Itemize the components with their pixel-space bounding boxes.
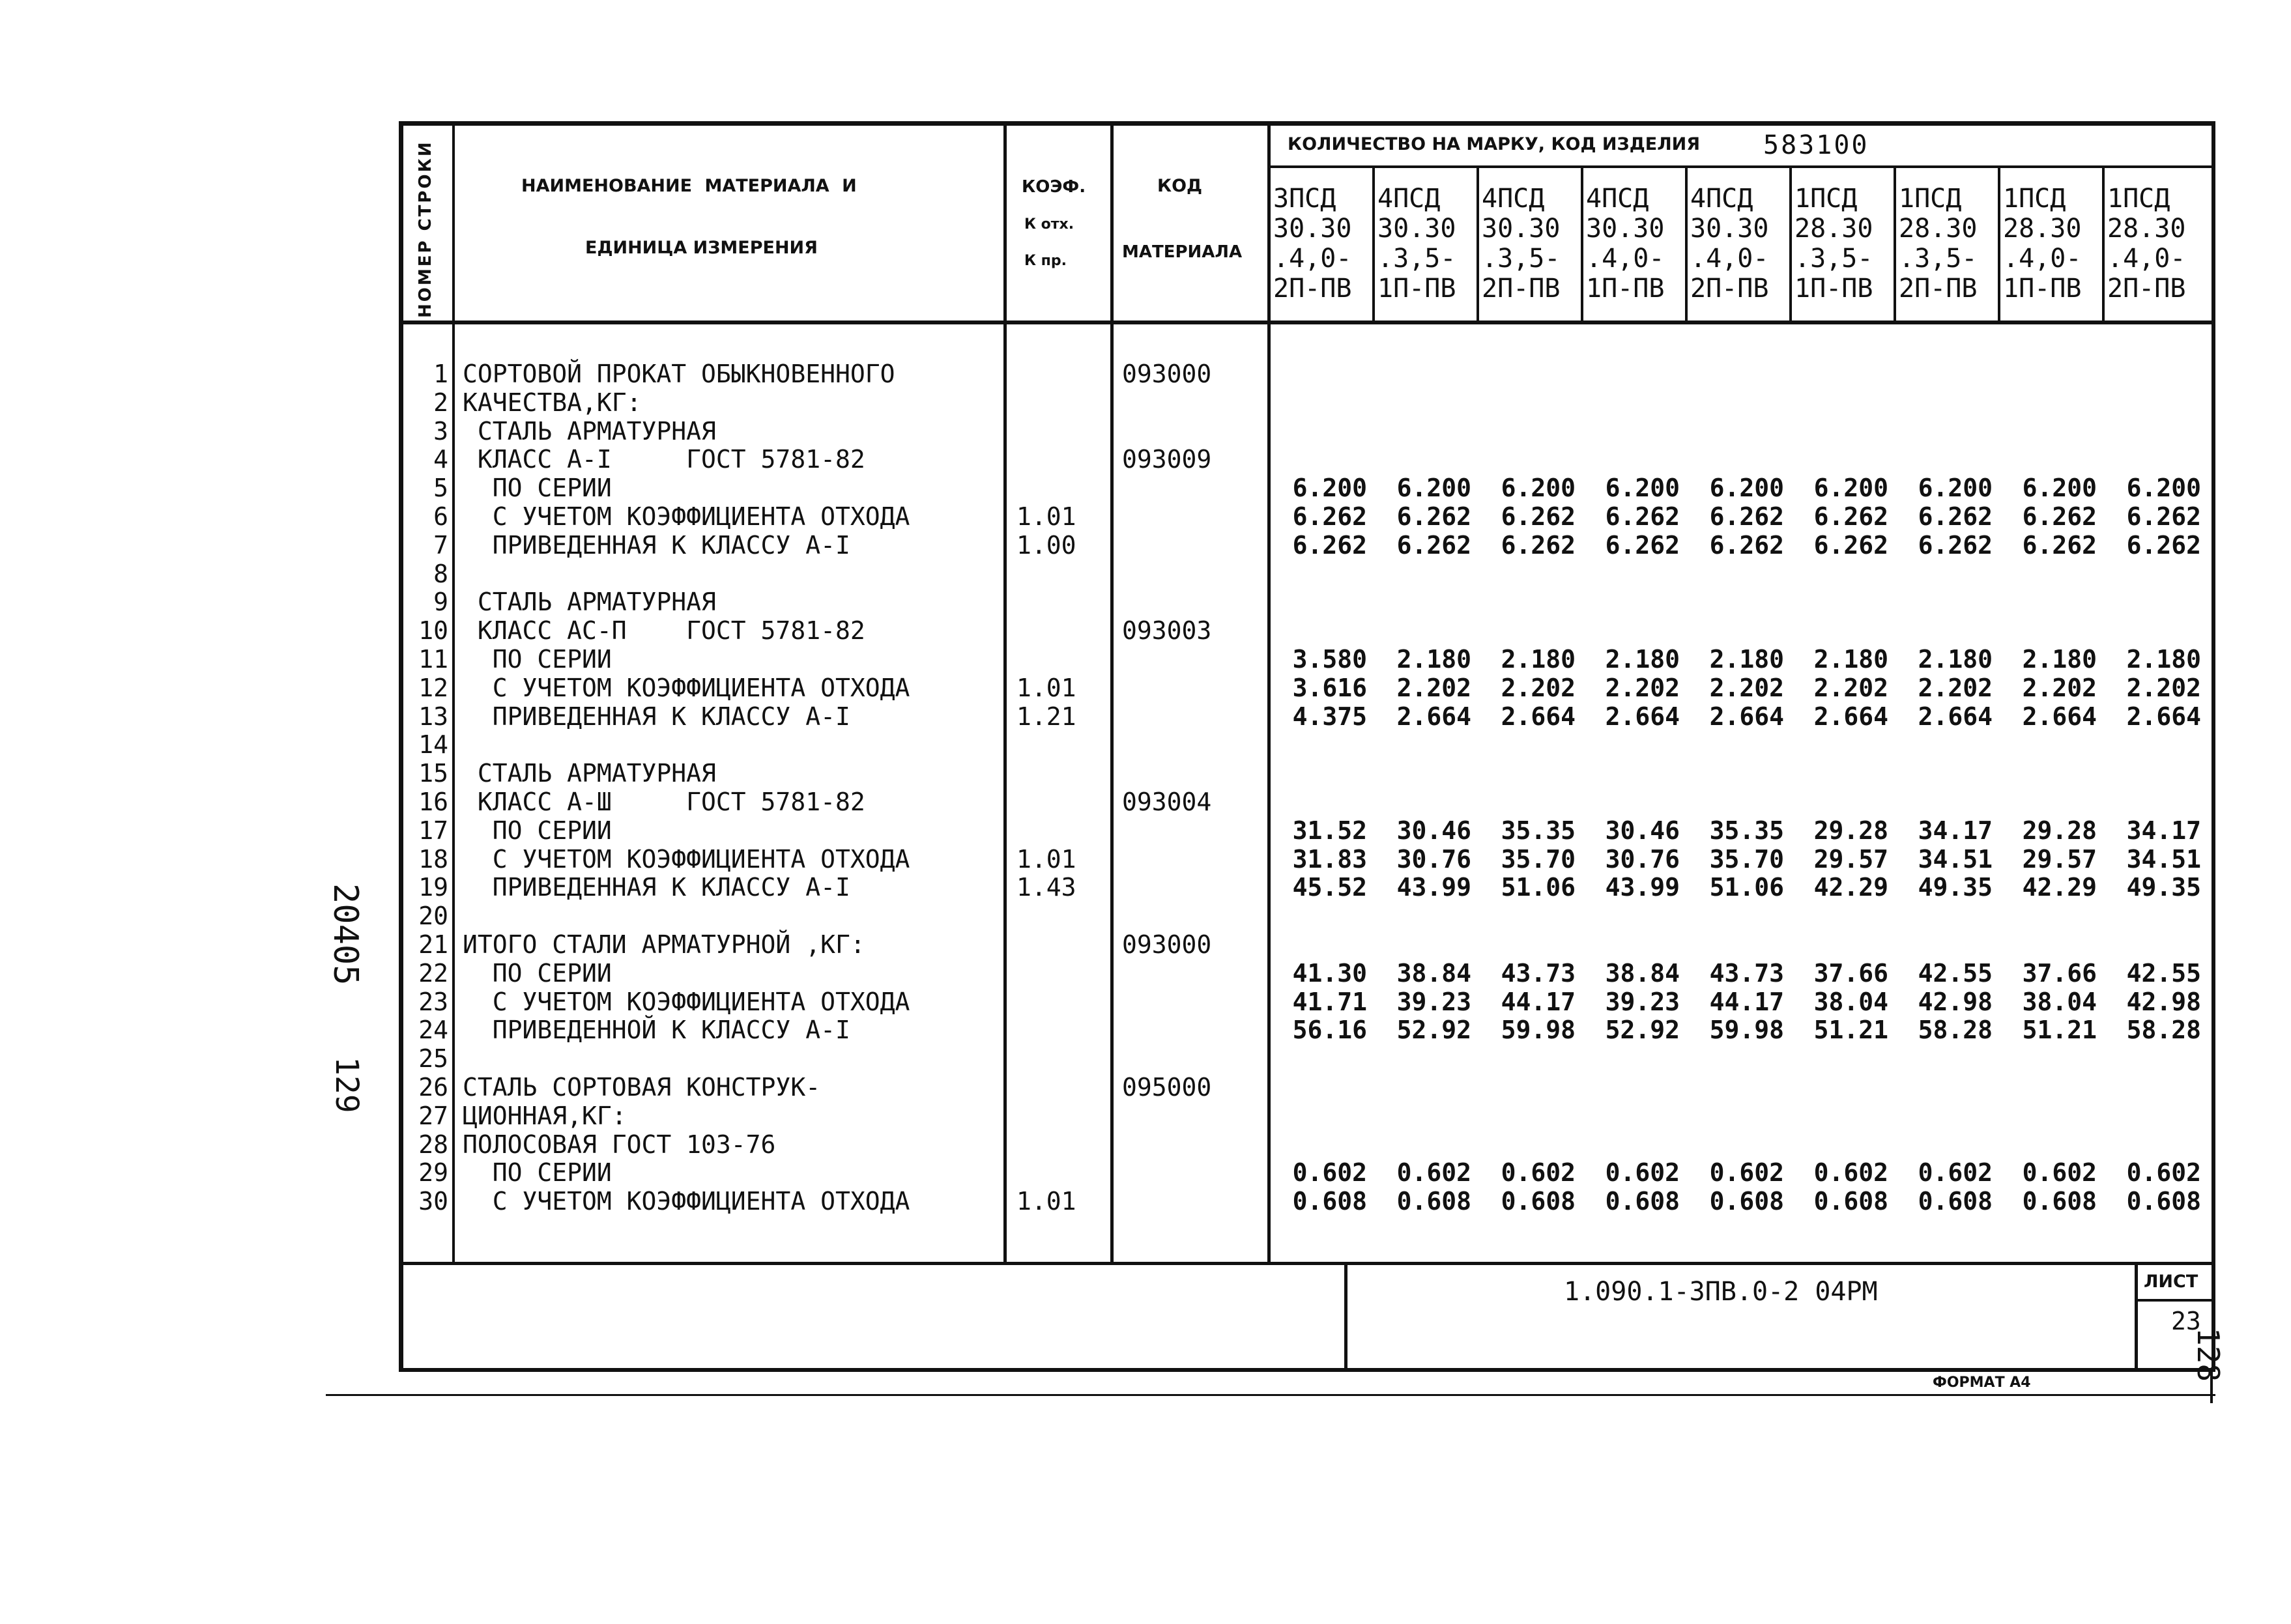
material-name: ПО СЕРИИ [463, 1158, 612, 1187]
quantity-value: 31.52 [1292, 816, 1367, 845]
product-column-label: .4,0- [1586, 244, 1665, 274]
quantity-value: 37.66 [2022, 959, 2097, 988]
product-column-label: 4ПСД [1482, 184, 1545, 214]
quantity-value: 35.35 [1709, 816, 1784, 845]
product-column-label: 28.30 [1794, 214, 1873, 244]
quantity-value: 38.04 [2022, 988, 2097, 1016]
quantity-value: 42.29 [1813, 873, 1888, 902]
material-name: ПРИВЕДЕННАЯ К КЛАССУ А-I [463, 702, 850, 731]
quantity-value: 0.608 [1396, 1187, 1471, 1216]
quantity-value: 6.262 [1709, 502, 1784, 531]
quantity-value: 2.202 [2022, 674, 2097, 702]
quantity-value: 6.262 [1605, 531, 1680, 560]
quantity-value: 6.262 [1918, 502, 1993, 531]
quantity-value: 43.73 [1709, 959, 1784, 988]
quantity-value: 35.70 [1709, 845, 1784, 874]
row-number: 20 [418, 902, 448, 930]
product-column-header [1690, 184, 1768, 304]
coef-header-line1: КОЭФ. [1022, 177, 1086, 197]
quantity-value: 29.57 [2022, 845, 2097, 874]
product-column-label: .4,0- [2003, 244, 2082, 274]
quantity-value: 34.17 [1918, 816, 1993, 845]
row-number: 24 [418, 1016, 448, 1044]
quantity-value: 6.200 [1396, 474, 1471, 502]
quantity-value: 2.664 [2022, 702, 2097, 731]
material-name: С УЧЕТОМ КОЭФФИЦИЕНТА ОТХОДА [463, 845, 910, 874]
quantity-value: 6.200 [1292, 474, 1367, 502]
quantity-value: 0.608 [1605, 1187, 1680, 1216]
product-column-label: .3,5- [1794, 244, 1873, 274]
product-column-label: 1П-ПВ [1586, 274, 1665, 304]
product-column-header [2107, 184, 2185, 304]
row-number: 22 [418, 959, 448, 988]
coefficient: 1.43 [1016, 873, 1076, 902]
quantity-value: 2.180 [1605, 645, 1680, 674]
material-name: ПРИВЕДЕННОЙ К КЛАССУ А-I [463, 1016, 850, 1044]
quantity-value: 0.608 [1501, 1187, 1576, 1216]
quantity-value: 29.28 [1813, 816, 1888, 845]
quantity-value: 6.262 [1396, 502, 1471, 531]
quantity-value: 2.202 [1918, 674, 1993, 702]
product-column-label: 1П-ПВ [2003, 274, 2082, 304]
row-number: 13 [418, 702, 448, 731]
quantity-value: 34.17 [2126, 816, 2201, 845]
material-name: С УЧЕТОМ КОЭФФИЦИЕНТА ОТХОДА [463, 502, 910, 531]
quantity-value: 59.98 [1501, 1016, 1576, 1044]
product-column-header [1899, 184, 1977, 304]
quantity-value: 6.200 [1709, 474, 1784, 502]
quantity-value: 0.602 [1709, 1158, 1784, 1187]
quantity-value: 43.99 [1396, 873, 1471, 902]
material-name: ПРИВЕДЕННАЯ К КЛАССУ А-I [463, 531, 850, 560]
quantity-value: 3.616 [1292, 674, 1367, 702]
code-header-line2: МАТЕРИАЛА [1122, 242, 1243, 262]
quantity-value: 2.664 [1396, 702, 1471, 731]
sheet-label: ЛИСТ [2144, 1272, 2198, 1292]
quantity-value: 6.262 [1918, 531, 1993, 560]
quantity-value: 52.92 [1605, 1016, 1680, 1044]
quantity-value: 6.200 [1605, 474, 1680, 502]
quantity-value: 2.202 [2126, 674, 2201, 702]
quantity-value: 6.200 [2022, 474, 2097, 502]
quantity-value: 0.608 [1709, 1187, 1784, 1216]
quantity-value: 6.200 [1918, 474, 1993, 502]
quantity-value: 38.84 [1605, 959, 1680, 988]
row-number: 19 [418, 873, 448, 902]
product-column-label: 30.30 [1586, 214, 1665, 244]
row-number: 30 [418, 1187, 448, 1216]
material-name: КЛАСС А-Ш ГОСТ 5781-82 [463, 788, 865, 816]
row-number: 10 [418, 616, 448, 645]
quantity-value: 30.46 [1605, 816, 1680, 845]
quantity-value: 39.23 [1396, 988, 1471, 1016]
row-number: 7 [433, 531, 448, 560]
product-column-label: 3ПСД [1273, 184, 1336, 214]
quantity-value: 52.92 [1396, 1016, 1471, 1044]
material-name: СТАЛЬ АРМАТУРНАЯ [463, 759, 716, 788]
quantity-value: 35.70 [1501, 845, 1576, 874]
quantity-value: 2.202 [1501, 674, 1576, 702]
row-number: 23 [418, 988, 448, 1016]
quantity-value: 38.84 [1396, 959, 1471, 988]
quantity-value: 2.180 [1709, 645, 1784, 674]
quantity-value: 6.262 [1501, 531, 1576, 560]
quantity-value: 58.28 [1918, 1016, 1993, 1044]
quantity-value: 6.262 [1292, 531, 1367, 560]
product-column-label: 2П-ПВ [1690, 274, 1769, 304]
product-column-label: .4,0- [1273, 244, 1352, 274]
quantity-value: 2.202 [1396, 674, 1471, 702]
product-code: 583100 [1763, 130, 1869, 160]
product-column-label: 28.30 [1899, 214, 1978, 244]
quantity-value: 0.602 [2126, 1158, 2201, 1187]
quantity-header: КОЛИЧЕСТВО НА МАРКУ, КОД ИЗДЕЛИЯ [1288, 134, 1701, 154]
row-number: 18 [418, 845, 448, 874]
format-label: ФОРМАТ А4 [1933, 1375, 2031, 1391]
material-name: ИТОГО СТАЛИ АРМАТУРНОЙ ,КГ: [463, 930, 865, 959]
product-column-label: 30.30 [1273, 214, 1352, 244]
quantity-value: 0.602 [1396, 1158, 1471, 1187]
quantity-value: 41.71 [1292, 988, 1367, 1016]
quantity-value: 4.375 [1292, 702, 1367, 731]
material-name: ПО СЕРИИ [463, 474, 612, 502]
row-number: 9 [433, 588, 448, 616]
quantity-value: 30.76 [1605, 845, 1680, 874]
product-column-label: 1П-ПВ [1377, 274, 1456, 304]
product-column-header [1794, 184, 1873, 304]
product-column-label: 1ПСД [1794, 184, 1858, 214]
quantity-value: 45.52 [1292, 873, 1367, 902]
quantity-value: 6.262 [2126, 531, 2201, 560]
material-name: С УЧЕТОМ КОЭФФИЦИЕНТА ОТХОДА [463, 674, 910, 702]
quantity-value: 6.262 [2126, 502, 2201, 531]
quantity-value: 39.23 [1605, 988, 1680, 1016]
material-name: КЛАСС А-I ГОСТ 5781-82 [463, 445, 865, 474]
material-code: 093000 [1122, 930, 1212, 959]
quantity-value: 35.35 [1501, 816, 1576, 845]
product-column-header [2003, 184, 2081, 304]
material-name: С УЧЕТОМ КОЭФФИЦИЕНТА ОТХОДА [463, 1187, 910, 1216]
quantity-value: 0.602 [1813, 1158, 1888, 1187]
row-number: 29 [418, 1158, 448, 1187]
quantity-value: 2.664 [1709, 702, 1784, 731]
row-number: 3 [433, 417, 448, 446]
row-number: 17 [418, 816, 448, 845]
quantity-value: 49.35 [2126, 873, 2201, 902]
quantity-value: 2.180 [2126, 645, 2201, 674]
quantity-value: 6.262 [1501, 502, 1576, 531]
product-column-label: 4ПСД [1377, 184, 1441, 214]
product-column-label: .4,0- [2107, 244, 2186, 274]
quantity-value: 31.83 [1292, 845, 1367, 874]
product-column-label: .3,5- [1899, 244, 1978, 274]
product-column-header [1586, 184, 1664, 304]
row-number: 4 [433, 445, 448, 474]
quantity-value: 2.664 [1501, 702, 1576, 731]
product-column-label: 1ПСД [1899, 184, 1962, 214]
product-column-label: .4,0- [1690, 244, 1769, 274]
row-number: 21 [418, 930, 448, 959]
quantity-value: 58.28 [2126, 1016, 2201, 1044]
product-column-header [1377, 184, 1456, 304]
quantity-value: 0.608 [1918, 1187, 1993, 1216]
coefficient: 1.01 [1016, 845, 1076, 874]
quantity-value: 2.202 [1605, 674, 1680, 702]
row-number: 27 [418, 1102, 448, 1130]
row-number: 15 [418, 759, 448, 788]
material-code: 093009 [1122, 445, 1212, 474]
product-column-label: 2П-ПВ [1482, 274, 1561, 304]
product-column-header [1273, 184, 1351, 304]
material-name: ПО СЕРИИ [463, 645, 612, 674]
quantity-value: 2.664 [1918, 702, 1993, 731]
quantity-value: 6.262 [1709, 531, 1784, 560]
material-code: 093004 [1122, 788, 1212, 816]
material-code: 093000 [1122, 360, 1212, 388]
quantity-value: 2.664 [1605, 702, 1680, 731]
material-name: ПО СЕРИИ [463, 816, 612, 845]
quantity-value: 6.262 [1605, 502, 1680, 531]
product-column-label: 30.30 [1377, 214, 1456, 244]
material-name: КЛАСС АС-П ГОСТ 5781-82 [463, 616, 865, 645]
material-code: 093003 [1122, 616, 1212, 645]
row-number: 1 [433, 360, 448, 388]
quantity-value: 42.98 [1918, 988, 1993, 1016]
quantity-value: 29.28 [2022, 816, 2097, 845]
quantity-value: 34.51 [1918, 845, 1993, 874]
row-number: 14 [418, 730, 448, 759]
product-column-label: 30.30 [1690, 214, 1769, 244]
quantity-value: 51.21 [2022, 1016, 2097, 1044]
quantity-value: 51.06 [1501, 873, 1576, 902]
quantity-value: 30.46 [1396, 816, 1471, 845]
product-column-label: 2П-ПВ [1899, 274, 1978, 304]
product-column-label: 2П-ПВ [1273, 274, 1352, 304]
quantity-value: 37.66 [1813, 959, 1888, 988]
sheet-number: 23 [2171, 1307, 2201, 1335]
quantity-value: 0.608 [2022, 1187, 2097, 1216]
quantity-value: 29.57 [1813, 845, 1888, 874]
material-name: СТАЛЬ СОРТОВАЯ КОНСТРУК- [463, 1073, 821, 1102]
quantity-value: 34.51 [2126, 845, 2201, 874]
quantity-value: 30.76 [1396, 845, 1471, 874]
quantity-value: 43.73 [1501, 959, 1576, 988]
code-header-line1: КОД [1157, 176, 1203, 196]
coefficient: 1.01 [1016, 502, 1076, 531]
side-number-right: 128 [2191, 1328, 2226, 1382]
document-code: 1.090.1-3ПВ.0-2 04РМ [1564, 1277, 1878, 1307]
quantity-value: 6.262 [1813, 502, 1888, 531]
quantity-value: 51.21 [1813, 1016, 1888, 1044]
product-column-label: 4ПСД [1586, 184, 1649, 214]
quantity-value: 59.98 [1709, 1016, 1784, 1044]
material-name: ПРИВЕДЕННАЯ К КЛАССУ А-I [463, 873, 850, 902]
quantity-value: 2.180 [1918, 645, 1993, 674]
material-name: С УЧЕТОМ КОЭФФИЦИЕНТА ОТХОДА [463, 988, 910, 1016]
row-number: 5 [433, 474, 448, 502]
product-column-label: 1ПСД [2107, 184, 2170, 214]
coefficient: 1.00 [1016, 531, 1076, 560]
quantity-value: 44.17 [1501, 988, 1576, 1016]
quantity-value: 0.608 [1292, 1187, 1367, 1216]
product-column-label: 28.30 [2003, 214, 2082, 244]
quantity-value: 6.200 [1813, 474, 1888, 502]
quantity-value: 42.55 [2126, 959, 2201, 988]
quantity-value: 6.262 [2022, 502, 2097, 531]
quantity-value: 6.262 [1813, 531, 1888, 560]
quantity-value: 0.602 [1605, 1158, 1680, 1187]
material-name: СОРТОВОЙ ПРОКАТ ОБЫКНОВЕННОГО [463, 360, 895, 388]
material-name: ЦИОННАЯ,КГ: [463, 1102, 627, 1130]
quantity-value: 0.602 [1501, 1158, 1576, 1187]
product-column-label: 2П-ПВ [2107, 274, 2186, 304]
material-name: ПОЛОСОВАЯ ГОСТ 103-76 [463, 1130, 776, 1159]
quantity-value: 0.608 [1813, 1187, 1888, 1216]
coef-header-line2: К отх. [1024, 216, 1074, 233]
row-number: 2 [433, 388, 448, 417]
side-number-left-2: 129 [328, 1057, 365, 1113]
quantity-value: 41.30 [1292, 959, 1367, 988]
row-number: 6 [433, 502, 448, 531]
row-number-header: НОМЕР СТРОКИ [416, 140, 435, 318]
row-number: 28 [418, 1130, 448, 1159]
quantity-value: 2.664 [1813, 702, 1888, 731]
quantity-value: 2.664 [2126, 702, 2201, 731]
quantity-value: 0.602 [2022, 1158, 2097, 1187]
product-column-label: 30.30 [1482, 214, 1561, 244]
quantity-value: 56.16 [1292, 1016, 1367, 1044]
material-name: ПО СЕРИИ [463, 959, 612, 988]
row-number: 8 [433, 560, 448, 588]
product-column-label: 4ПСД [1690, 184, 1753, 214]
coefficient: 1.21 [1016, 702, 1076, 731]
row-number: 12 [418, 674, 448, 702]
material-name: СТАЛЬ АРМАТУРНАЯ [463, 417, 716, 446]
coefficient: 1.01 [1016, 674, 1076, 702]
quantity-value: 2.180 [2022, 645, 2097, 674]
quantity-value: 6.262 [2022, 531, 2097, 560]
quantity-value: 2.180 [1501, 645, 1576, 674]
quantity-value: 42.29 [2022, 873, 2097, 902]
product-column-label: .3,5- [1482, 244, 1561, 274]
quantity-value: 0.602 [1918, 1158, 1993, 1187]
quantity-value: 0.608 [2126, 1187, 2201, 1216]
quantity-value: 49.35 [1918, 873, 1993, 902]
coef-header-line3: К пр. [1024, 253, 1067, 269]
quantity-value: 0.602 [1292, 1158, 1367, 1187]
quantity-value: 42.98 [2126, 988, 2201, 1016]
row-number: 25 [418, 1044, 448, 1073]
material-name: КАЧЕСТВА,КГ: [463, 388, 642, 417]
quantity-value: 2.202 [1813, 674, 1888, 702]
quantity-value: 2.180 [1396, 645, 1471, 674]
row-number: 16 [418, 788, 448, 816]
product-column-label: 1ПСД [2003, 184, 2066, 214]
quantity-value: 42.55 [1918, 959, 1993, 988]
quantity-value: 44.17 [1709, 988, 1784, 1016]
quantity-value: 51.06 [1709, 873, 1784, 902]
quantity-value: 2.180 [1813, 645, 1888, 674]
product-column-label: 1П-ПВ [1794, 274, 1873, 304]
quantity-value: 6.262 [1292, 502, 1367, 531]
product-column-label: 28.30 [2107, 214, 2186, 244]
row-number: 26 [418, 1073, 448, 1102]
material-name: СТАЛЬ АРМАТУРНАЯ [463, 588, 716, 616]
quantity-value: 6.200 [2126, 474, 2201, 502]
quantity-value: 6.262 [1396, 531, 1471, 560]
material-code: 095000 [1122, 1073, 1212, 1102]
product-column-label: .3,5- [1377, 244, 1456, 274]
material-header-line1: НАИМЕНОВАНИЕ МАТЕРИАЛА И [521, 176, 857, 196]
quantity-value: 3.580 [1292, 645, 1367, 674]
coefficient: 1.01 [1016, 1187, 1076, 1216]
quantity-value: 43.99 [1605, 873, 1680, 902]
product-column-header [1482, 184, 1560, 304]
side-number-left-1: 20405 [326, 883, 365, 986]
quantity-value: 6.200 [1501, 474, 1576, 502]
row-number: 11 [418, 645, 448, 674]
material-header-line2: ЕДИНИЦА ИЗМЕРЕНИЯ [585, 238, 818, 258]
quantity-value: 38.04 [1813, 988, 1888, 1016]
quantity-value: 2.202 [1709, 674, 1784, 702]
